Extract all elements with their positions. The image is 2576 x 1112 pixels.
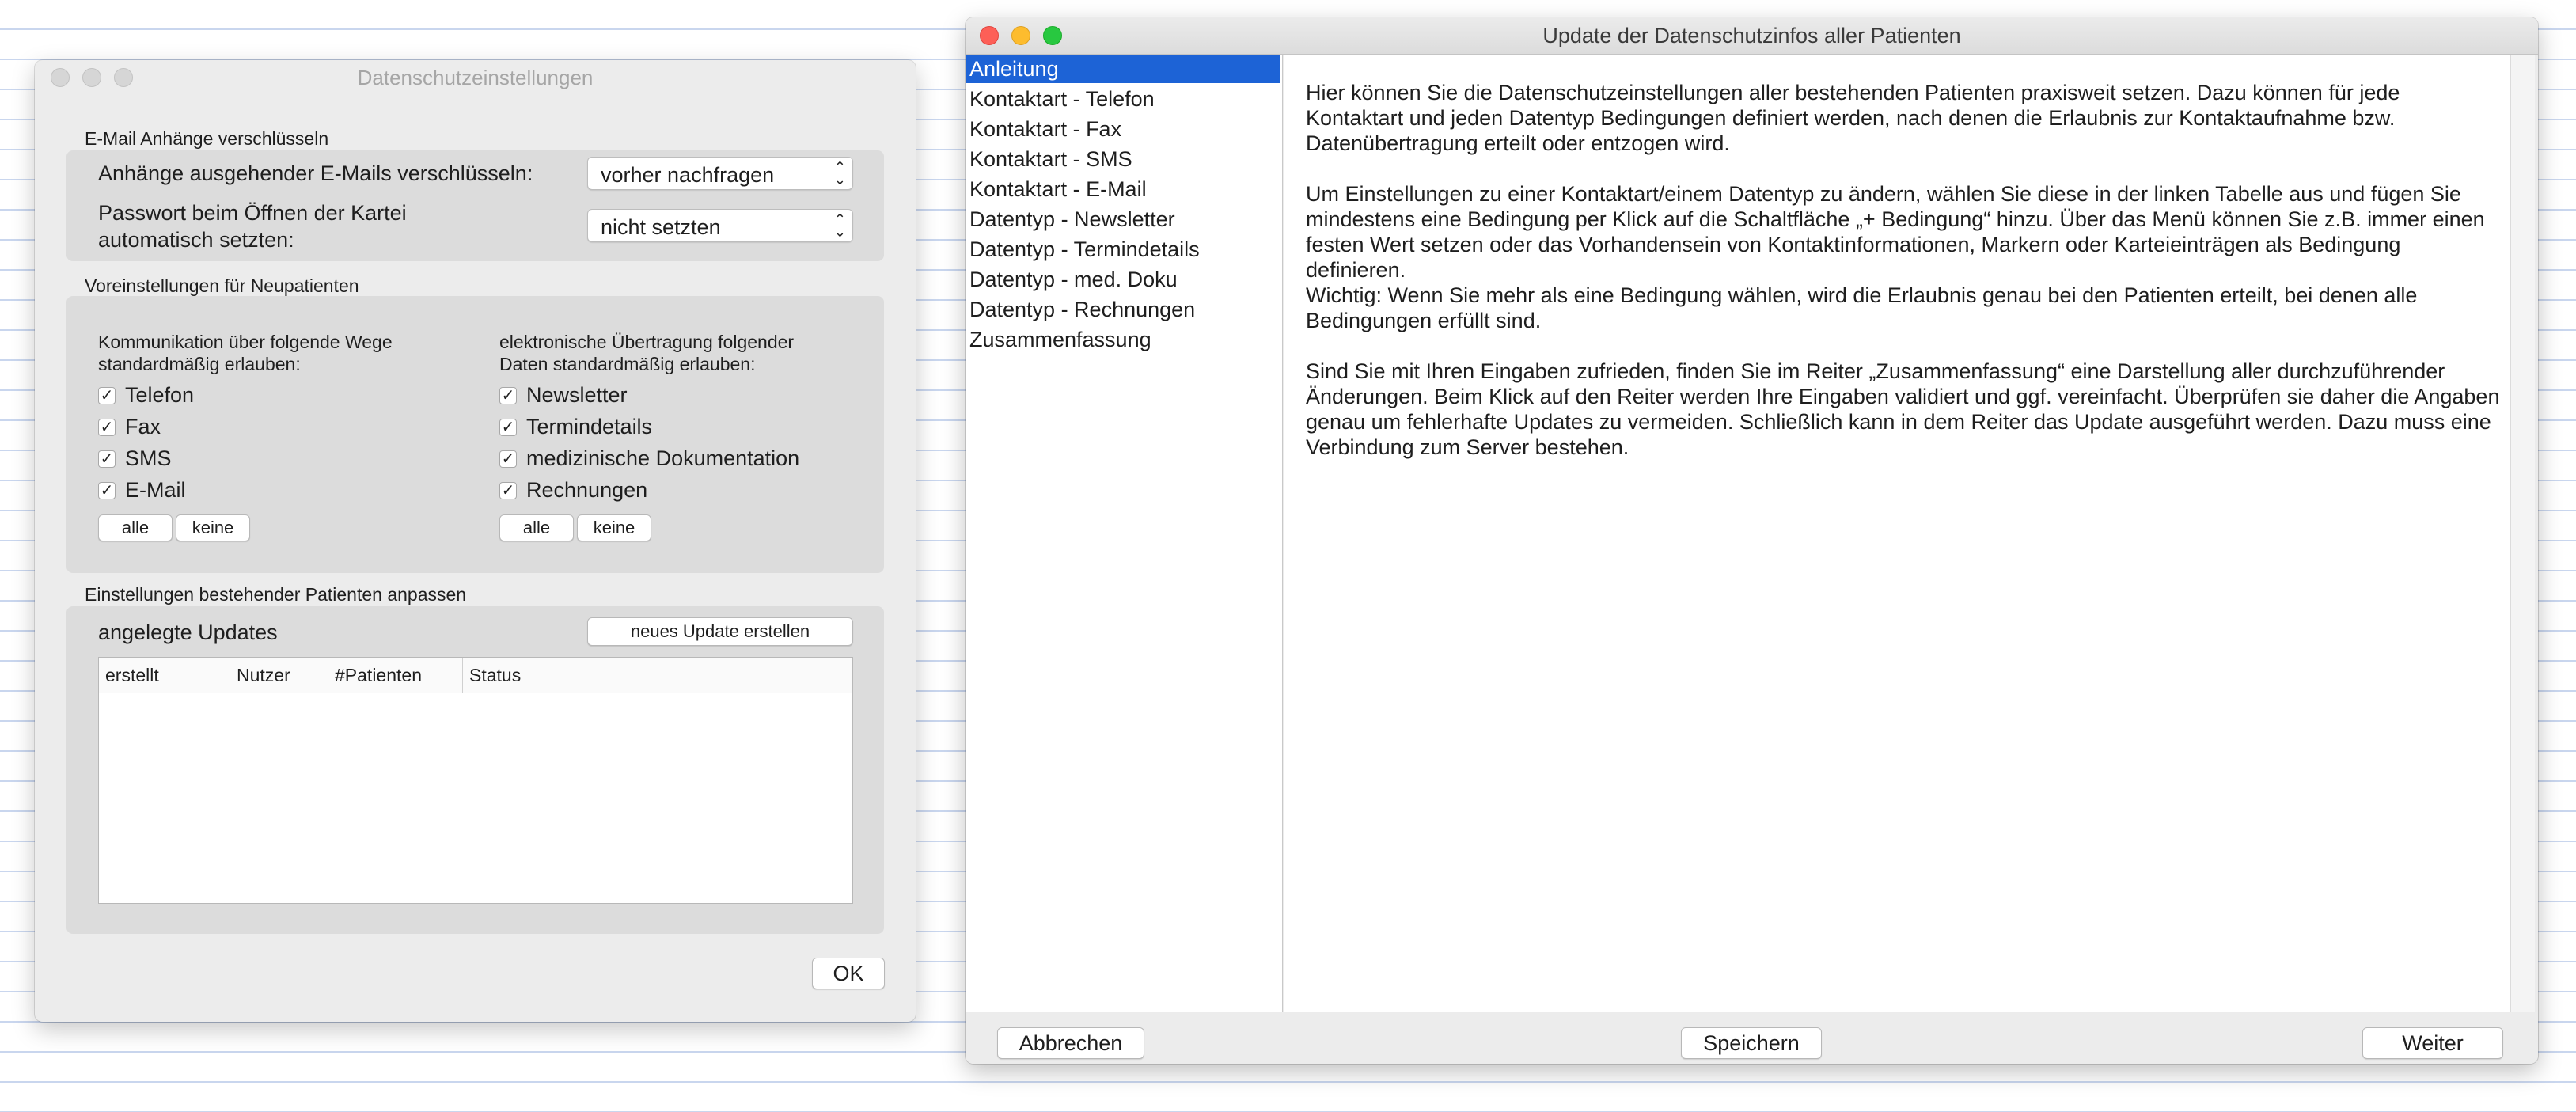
email-settings-group bbox=[66, 150, 884, 261]
nav-item-kontaktart-sms[interactable]: Kontaktart - SMS bbox=[969, 147, 1132, 171]
existing-patients-heading: Einstellungen bestehender Patienten anpassen bbox=[85, 584, 467, 605]
checkbox-label: medizinische Dokumentation bbox=[526, 446, 800, 470]
new-update-button[interactable]: neues Update erstellen bbox=[587, 617, 853, 646]
checkbox-rechnungen[interactable] bbox=[499, 478, 647, 503]
column-patienten[interactable]: #Patienten bbox=[328, 658, 463, 693]
updates-label: angelegte Updates bbox=[98, 621, 278, 644]
checkmark-icon: ✓ bbox=[98, 482, 116, 499]
comm-title-line2: standardmäßig erlauben: bbox=[98, 354, 301, 374]
checkbox-label: SMS bbox=[125, 446, 172, 470]
checkbox-label: E-Mail bbox=[125, 478, 186, 502]
checkbox-label: Telefon bbox=[125, 383, 195, 407]
ok-button[interactable]: OK bbox=[812, 958, 885, 989]
existing-patients-group bbox=[66, 606, 884, 934]
comm-none-button[interactable]: keine bbox=[176, 514, 250, 541]
instructions-paragraph: Hier können Sie die Datenschutzeinstellungen aller bestehenden Patienten praxisweit setzen. Dazu können für jede Kontaktart und jeden Datentyp Bedingungen definiert werden, nach denen die Erlaubnis zur Kontaktaufnahme bzw. Datenübertragung erteilt oder entzogen wird. bbox=[1306, 81, 2400, 155]
privacy-settings-window bbox=[35, 60, 916, 1022]
encrypt-label: Anhänge ausgehender E-Mails verschlüsseln: bbox=[98, 161, 533, 185]
column-status[interactable]: Status bbox=[469, 665, 522, 685]
nav-item-kontaktart-telefon[interactable]: Kontaktart - Telefon bbox=[969, 87, 1155, 111]
zoom-icon[interactable] bbox=[114, 68, 133, 87]
instructions-paragraph: Sind Sie mit Ihren Eingaben zufrieden, finden Sie im Reiter „Zusammenfassung“ eine Darstellung aller durchzuführender Änderungen. Beim Klick auf den Reiter werden Ihre Eingaben validiert und ggf. vereinfacht. Überprüfen sie daher die Angaben genau um fehlerhafte Updates zu vermeiden. Schließlich kann in dem Reiter das Update ausgeführt werden. Dazu muss eine Verbindung zum Server bestehen. bbox=[1306, 359, 2500, 459]
new-patients-group bbox=[66, 296, 884, 573]
checkbox-label: Rechnungen bbox=[526, 478, 648, 502]
data-title bbox=[499, 331, 794, 375]
encrypt-select-value: vorher nachfragen bbox=[601, 163, 775, 187]
checkbox-newsletter[interactable] bbox=[499, 383, 628, 408]
chevron-up-down-icon: ⌃ ⌄ bbox=[833, 159, 846, 188]
checkmark-icon: ✓ bbox=[98, 450, 116, 468]
close-icon[interactable] bbox=[51, 68, 70, 87]
checkbox-med-doku[interactable] bbox=[499, 446, 799, 471]
password-label-line1: Passwort beim Öffnen der Kartei bbox=[98, 201, 407, 225]
nav-item-datentyp-newsletter[interactable]: Datentyp - Newsletter bbox=[969, 207, 1175, 231]
instructions-panel bbox=[1284, 55, 2510, 1012]
scrollbar[interactable] bbox=[2510, 55, 2535, 1012]
window-controls bbox=[51, 68, 133, 87]
password-select-value: nicht setzten bbox=[601, 215, 721, 239]
checkmark-icon: ✓ bbox=[499, 419, 517, 436]
checkbox-termindetails[interactable] bbox=[499, 415, 652, 439]
nav-item-datentyp-termindetails[interactable]: Datentyp - Termindetails bbox=[969, 237, 1200, 261]
button-bar bbox=[966, 1013, 2538, 1064]
comm-all-button[interactable]: alle bbox=[98, 514, 173, 541]
update-privacy-window bbox=[966, 17, 2538, 1064]
checkbox-sms[interactable] bbox=[98, 446, 172, 471]
data-none-button[interactable]: keine bbox=[577, 514, 651, 541]
next-button[interactable]: Weiter bbox=[2362, 1027, 2503, 1059]
window-controls bbox=[980, 26, 1062, 45]
zoom-icon[interactable] bbox=[1043, 26, 1062, 45]
instructions-paragraph: Um Einstellungen zu einer Kontaktart/einem Datentyp zu ändern, wählen Sie diese in der linken Tabelle aus und fügen Sie mindestens eine Bedingung per Klick auf die Schaltfläche „+ Bedingung“ hinzu. Über das Menü können Sie z.B. immer einen festen Wert setzen oder das Vorhandensein von Kontaktinformationen, Markern oder Karteieinträgen als Bedingung definieren. bbox=[1306, 182, 2485, 282]
nav-item-zusammenfassung[interactable]: Zusammenfassung bbox=[969, 328, 1151, 351]
minimize-icon[interactable] bbox=[82, 68, 101, 87]
checkbox-telefon[interactable] bbox=[98, 383, 194, 408]
nav-item-kontaktart-email[interactable]: Kontaktart - E-Mail bbox=[969, 177, 1147, 201]
checkbox-email[interactable] bbox=[98, 478, 186, 503]
checkmark-icon: ✓ bbox=[98, 387, 116, 404]
new-patients-heading: Voreinstellungen für Neupatienten bbox=[85, 275, 359, 296]
checkmark-icon: ✓ bbox=[499, 450, 517, 468]
minimize-icon[interactable] bbox=[1011, 26, 1030, 45]
checkmark-icon: ✓ bbox=[98, 419, 116, 436]
nav-item-kontaktart-fax[interactable]: Kontaktart - Fax bbox=[969, 117, 1122, 141]
step-list bbox=[966, 55, 1283, 1012]
nav-item-datentyp-rechnungen[interactable]: Datentyp - Rechnungen bbox=[969, 298, 1196, 321]
nav-item-anleitung[interactable]: Anleitung bbox=[966, 55, 1280, 83]
encrypt-select[interactable] bbox=[587, 157, 853, 190]
password-label-line2: automatisch setzten: bbox=[98, 228, 294, 252]
password-select[interactable] bbox=[587, 209, 853, 242]
comm-title bbox=[98, 331, 393, 375]
chevron-up-down-icon: ⌃ ⌄ bbox=[833, 211, 846, 240]
data-title-line1: elektronische Übertragung folgender bbox=[499, 332, 795, 352]
data-all-button[interactable]: alle bbox=[499, 514, 574, 541]
column-nutzer[interactable]: Nutzer bbox=[230, 658, 328, 693]
checkbox-label: Newsletter bbox=[526, 383, 628, 407]
table-header bbox=[99, 658, 852, 693]
checkmark-icon: ✓ bbox=[499, 482, 517, 499]
save-button[interactable]: Speichern bbox=[1681, 1027, 1822, 1059]
checkmark-icon: ✓ bbox=[499, 387, 517, 404]
checkbox-fax[interactable] bbox=[98, 415, 161, 439]
checkbox-label: Fax bbox=[125, 415, 161, 438]
column-erstellt[interactable]: erstellt bbox=[99, 658, 230, 693]
nav-item-datentyp-med-doku[interactable]: Datentyp - med. Doku bbox=[969, 268, 1178, 291]
data-title-line2: Daten standardmäßig erlauben: bbox=[499, 354, 756, 374]
checkbox-label: Termindetails bbox=[526, 415, 653, 438]
window-title: Update der Datenschutzinfos aller Patienten bbox=[966, 17, 2538, 55]
email-section-heading: E-Mail Anhänge verschlüsseln bbox=[85, 128, 329, 149]
window-title: Datenschutzeinstellungen bbox=[357, 66, 594, 89]
cancel-button[interactable]: Abbrechen bbox=[997, 1027, 1144, 1059]
instructions-important: Wichtig: Wenn Sie mehr als eine Bedingung wählen, wird die Erlaubnis genau bei den Patienten erteilt, bei denen alle Bedingungen erfüllt sind. bbox=[1306, 283, 2418, 332]
close-icon[interactable] bbox=[980, 26, 999, 45]
comm-title-line1: Kommunikation über folgende Wege bbox=[98, 332, 393, 352]
updates-table bbox=[98, 657, 853, 904]
